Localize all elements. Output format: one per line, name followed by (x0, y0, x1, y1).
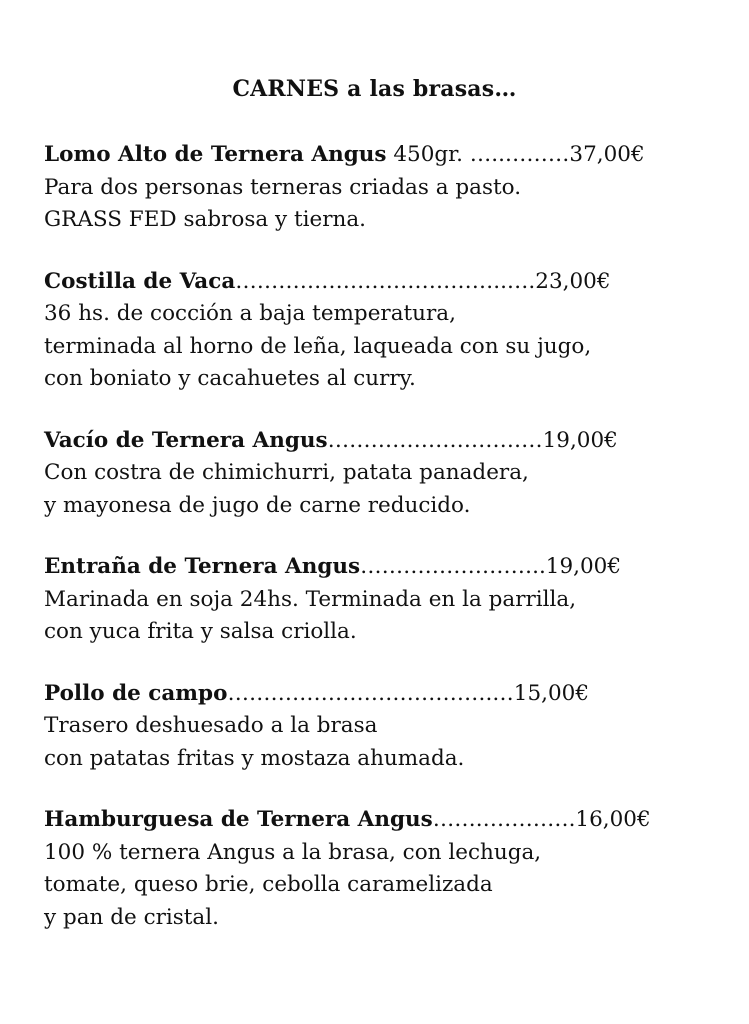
menu-item-price-leader: ………………………………..….23,00€ (235, 268, 611, 294)
menu-item-description-line: 36 hs. de cocción a baja temperatura, (44, 301, 456, 326)
menu-item-description-line: y pan de cristal. (44, 904, 219, 930)
menu-item-name: Pollo de campo (44, 680, 228, 706)
menu-item-heading (44, 425, 704, 458)
menu-item-heading (44, 551, 704, 584)
menu-item (44, 804, 704, 934)
menu-item-name: Entraña de Ternera Angus (44, 554, 361, 579)
menu-item-description-line: 100 % ternera Angus a la brasa, con lechuga, (44, 839, 542, 865)
menu-item-description-line: Trasero deshuesado a la brasa (44, 713, 378, 738)
menu-item-price-leader: …….………….16,00€ (432, 807, 651, 832)
menu-item (44, 139, 704, 237)
menu-item-heading (44, 139, 704, 172)
menu-item (44, 678, 704, 776)
menu-item (44, 266, 704, 396)
menu-item (44, 551, 704, 649)
menu-section-title: CARNES a las brasas… (232, 76, 517, 102)
menu-item-heading (44, 266, 704, 299)
menu-item-description-line: terminada al horno de leña, laqueada con su jugo, (44, 333, 592, 359)
menu-item-description-line: Con costra de chimichurri, patata panadera, (44, 460, 529, 485)
menu-item-price-leader: …………………………19,00€ (327, 427, 618, 453)
menu-item-description-line: Marinada en soja 24hs. Terminada en la parrilla, (44, 586, 577, 612)
menu-item-name: Lomo Alto de Ternera Angus (44, 142, 387, 167)
menu-item-price-leader: ……………………………….…15,00€ (227, 680, 590, 706)
menu-item-name: Hamburguesa de Ternera Angus (44, 807, 433, 832)
menu-item-price-leader: ……………………..19,00€ (360, 554, 622, 579)
menu-item-name: Vacío de Ternera Angus (44, 427, 328, 453)
menu-item-description-line: con boniato y cacahuetes al curry. (44, 366, 416, 391)
menu-item-price-leader: 450gr. …..………37,00€ (386, 142, 645, 167)
menu-item-heading (44, 804, 704, 837)
menu-item-description-line: tomate, queso brie, cebolla caramelizada (44, 872, 493, 897)
menu-item-description-line: con yuca frita y salsa criolla. (44, 619, 357, 644)
menu-item-description-line: con patatas fritas y mostaza ahumada. (44, 745, 465, 771)
menu-item-description-line: GRASS FED sabrosa y tierna. (44, 207, 367, 232)
menu-item-heading (44, 678, 704, 711)
menu-item-name: Costilla de Vaca (44, 268, 236, 294)
menu-list (44, 139, 704, 963)
menu-item-description-line: y mayonesa de jugo de carne reducido. (44, 492, 471, 518)
menu-item (44, 425, 704, 523)
menu-item-description-line: Para dos personas terneras criadas a pasto. (44, 174, 522, 200)
